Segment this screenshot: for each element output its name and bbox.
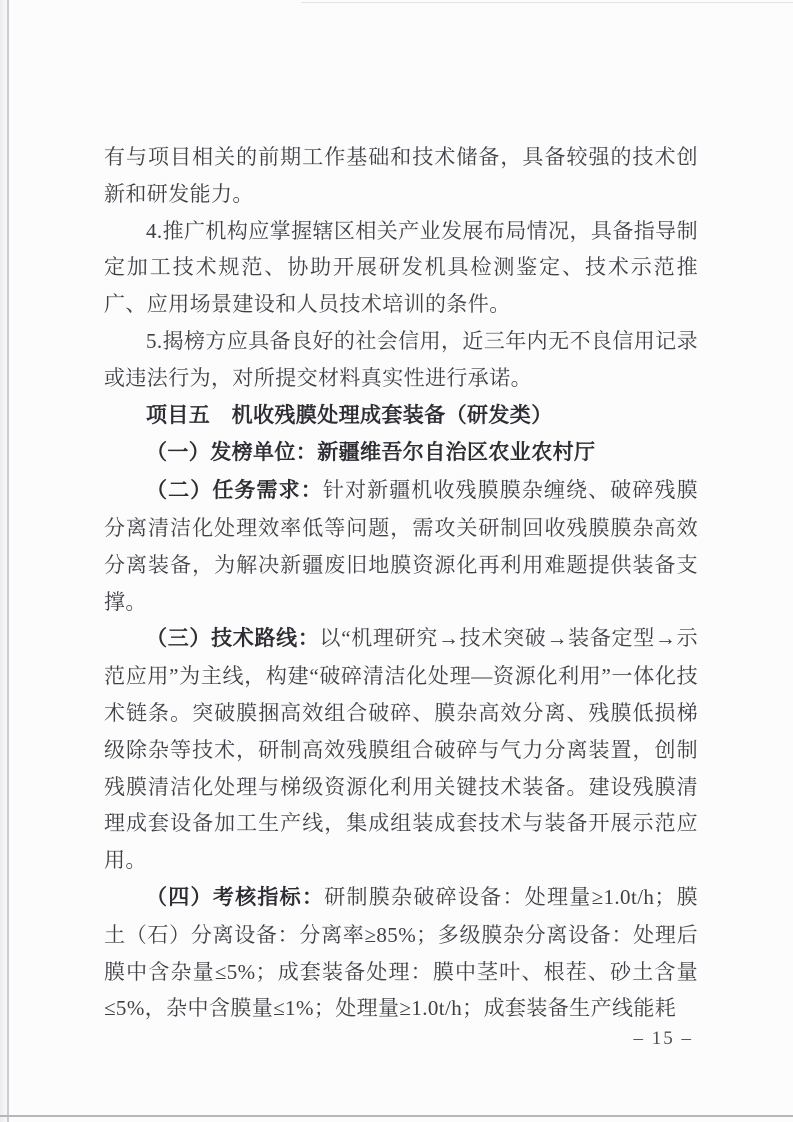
paragraph-issuer [104, 434, 698, 472]
assessment-metrics-label: （四）考核指标： [146, 885, 325, 909]
assessment-metrics-text: 研制膜杂破碎设备：处理量≥1.0t/h；膜土（石）分离设备：分离率≥85%；多级膜杂分离设备：处理后膜中含杂量≤5%；成套装备处理：膜中茎叶、根茬、砂土含量≤5%，杂中含膜量≤1%；处理量≥1.0t/h；成套装备生产线能耗 [104, 884, 699, 1021]
paragraph-text: 5.揭榜方应具备良好的社会信用，近三年内无不良信用记录或违法行为，对所提交材料真实性进行承诺。 [104, 328, 698, 390]
paragraph-text: 有与项目相关的前期工作基础和技术储备，具备较强的技术创新和研发能力。 [104, 145, 698, 206]
task-demand-label: （二）任务需求： [146, 479, 323, 503]
scan-edge-top-line [301, 2, 793, 3]
page-number: – 15 – [633, 1028, 693, 1049]
issuer-label: （一）发榜单位： [146, 441, 318, 465]
document-body [104, 139, 698, 1027]
technical-route-text: 以“机理研究→技术突破→装备定型→示范应用”为主线，构建“破碎清洁化处理—资源化利用”一体化技术链条。突破膜捆高效组合破碎、膜杂高效分离、残膜低损梯级除杂等技术，研制高效残膜组合破碎与气力分离装置，创制残膜清洁化处理与梯级资源化利用关键技术装备。建设残膜清理成套设备加工生产线，集成组装成套技术与装备开展示范应用。 [104, 626, 698, 873]
paragraph-technical-route [104, 620, 698, 879]
issuer-value: 新疆维吾尔自治区农业农村厅 [317, 441, 596, 465]
scan-edge-left-strip [0, 0, 7, 1122]
paragraph-condition-5 [104, 323, 698, 397]
task-demand-text: 针对新疆机收残膜膜杂缠绕、破碎残膜分离清洁化处理效率低等问题，需攻关研制回收残膜膜杂高效分离装备，为解决新疆废旧地膜资源化再利用难题提供装备支撑。 [104, 478, 698, 614]
scan-edge-bottom-line [0, 1115, 793, 1117]
paragraph-condition-4 [104, 213, 698, 323]
paragraph-assessment-metrics [104, 879, 698, 1027]
technical-route-label: （三）技术路线： [146, 627, 320, 651]
scan-edge-left-line [7, 0, 9, 1122]
section-heading-text: 项目五 机收残膜处理成套装备（研发类） [146, 403, 553, 427]
section-heading-project-5 [104, 397, 698, 435]
paragraph-text: 4.推广机构应掌握辖区相关产业发展布局情况，具备指导制定加工技术规范、协助开展研发机具检测鉴定、技术示范推广、应用场景建设和人员技术培训的条件。 [104, 218, 698, 317]
paragraph-continuation [104, 139, 698, 213]
paragraph-task-demand [104, 472, 698, 620]
